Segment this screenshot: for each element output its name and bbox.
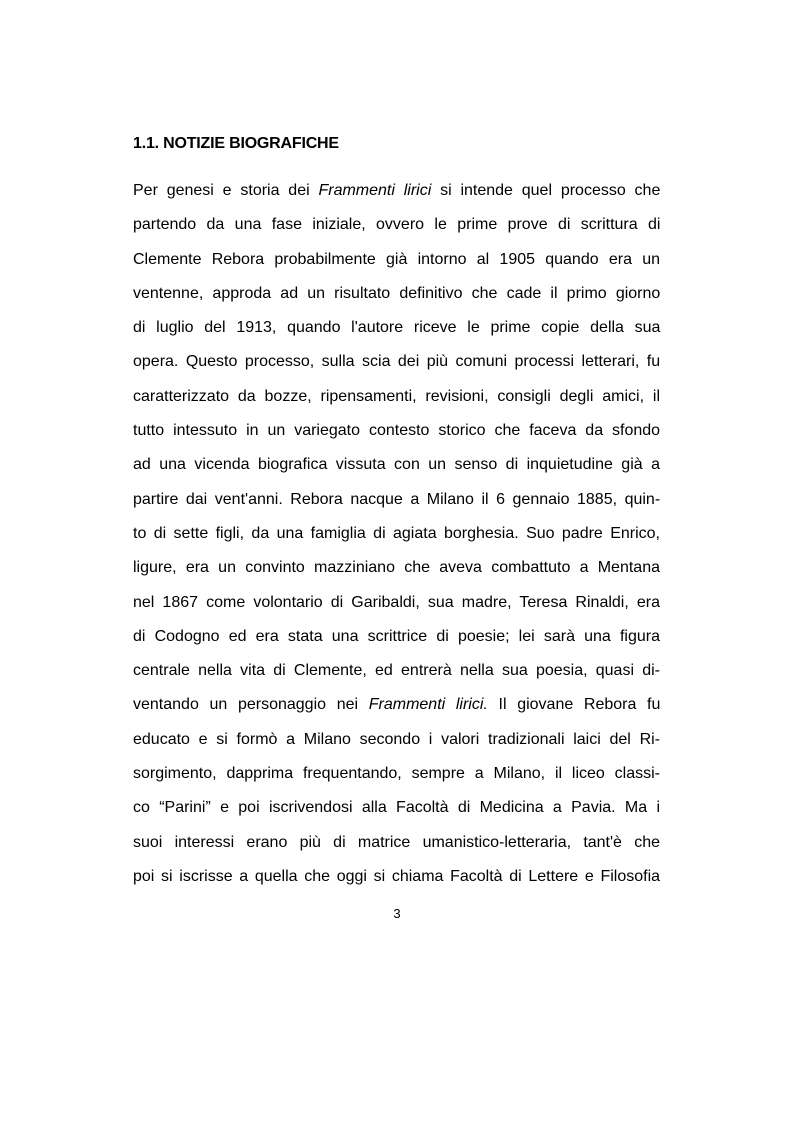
text-segment: opera. Questo processo, sulla scia dei più comuni processi letterari, fu xyxy=(133,353,661,371)
section-heading: 1.1. NOTIZIE BIOGRAFICHE xyxy=(133,135,339,152)
text-segment: poi si iscrisse a quella che oggi si chiama Facoltà di Lettere e Filosofia xyxy=(133,867,661,885)
text-segment: ad una vicenda biografica vissuta con un senso di inquietudine già a xyxy=(133,456,660,474)
text-line xyxy=(133,248,660,282)
body-paragraph xyxy=(133,179,660,899)
text-segment: caratterizzato da bozze, ripensamenti, revisioni, consigli degli amici, il xyxy=(133,387,660,405)
text-line xyxy=(133,179,660,213)
text-line xyxy=(133,316,660,350)
text-segment: ventenne, approda ad un risultato definitivo che cade il primo giorno xyxy=(133,284,661,302)
text-line xyxy=(133,522,660,556)
text-line xyxy=(133,453,660,487)
text-segment: tutto intessuto in un variegato contesto storico che faceva da sfondo xyxy=(133,422,661,440)
text-line xyxy=(133,762,660,796)
text-segment: to di sette figli, da una famiglia di agiata borghesia. Suo padre Enrico, xyxy=(133,524,660,542)
text-line xyxy=(133,385,660,419)
text-line xyxy=(133,350,660,384)
text-segment: di Codogno ed era stata una scrittrice di poesie; lei sarà una figura xyxy=(133,627,660,645)
text-line xyxy=(133,488,660,522)
text-segment: ventando un personaggio nei xyxy=(133,696,369,714)
text-segment: nel 1867 come volontario di Garibaldi, sua madre, Teresa Rinaldi, era xyxy=(133,593,660,611)
italic-title-text: Frammenti lirici xyxy=(318,182,432,199)
text-segment: di luglio del 1913, quando l'autore riceve le prime copie della sua xyxy=(133,319,661,337)
text-segment: Clemente Rebora probabilmente già intorno al 1905 quando era un xyxy=(133,250,660,268)
text-line xyxy=(133,796,660,830)
text-segment: partire dai vent'anni. Rebora nacque a Milano il 6 gennaio 1885, quin- xyxy=(133,490,661,508)
text-line xyxy=(133,659,660,693)
text-segment: co “Parini” e poi iscrivendosi alla Facoltà di Medicina a Pavia. Ma i xyxy=(133,799,660,817)
text-segment: educato e si formò a Milano secondo i valori tradizionali laici del Ri- xyxy=(133,730,660,748)
text-line xyxy=(133,282,660,316)
text-line xyxy=(133,591,660,625)
text-line xyxy=(133,419,660,453)
text-segment: suoi interessi erano più di matrice umanistico-letteraria, tant'è che xyxy=(133,833,660,851)
text-segment: si intende quel processo che xyxy=(431,182,661,199)
text-line xyxy=(133,693,660,727)
text-segment: Il giovane Rebora fu xyxy=(487,696,661,714)
text-segment: sorgimento, dapprima frequentando, sempre a Milano, il liceo classi- xyxy=(133,765,660,783)
page-number: 3 xyxy=(393,906,401,921)
italic-title-text: Frammenti lirici. xyxy=(368,696,488,714)
text-segment: partendo da una fase iniziale, ovvero le prime prove di scrittura di xyxy=(133,216,661,234)
text-line xyxy=(133,865,660,899)
text-line xyxy=(133,556,660,590)
text-line xyxy=(133,728,660,762)
text-line xyxy=(133,213,660,247)
text-line xyxy=(133,625,660,659)
text-segment: Per genesi e storia dei xyxy=(133,182,319,199)
text-segment: ligure, era un convinto mazziniano che aveva combattuto a Mentana xyxy=(133,559,660,577)
text-line xyxy=(133,831,660,865)
text-segment: centrale nella vita di Clemente, ed entrerà nella sua poesia, quasi di- xyxy=(133,662,660,680)
